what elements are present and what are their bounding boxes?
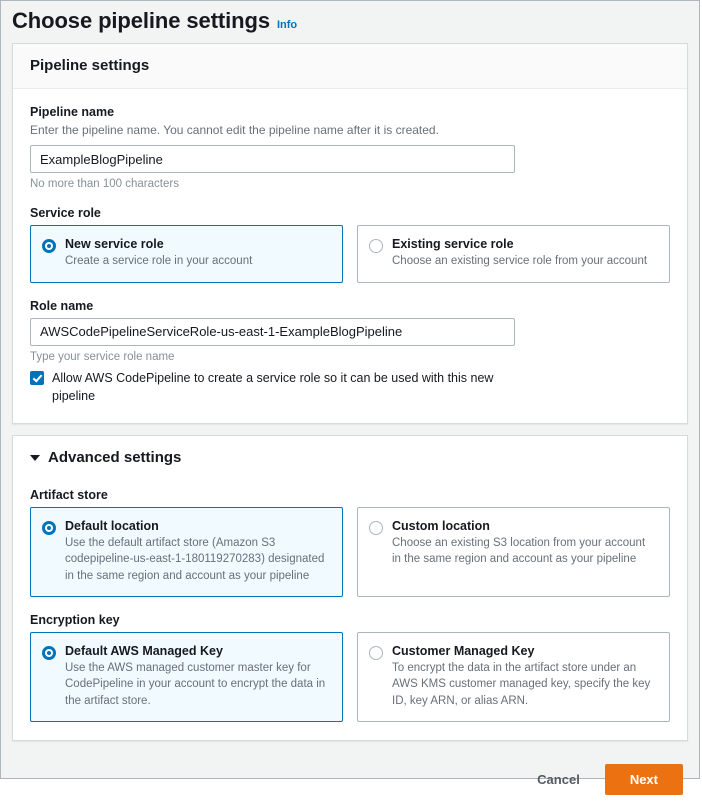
page-title: Choose pipeline settings <box>12 8 270 33</box>
advanced-settings-title: Advanced settings <box>48 448 182 466</box>
pipeline-settings-header <box>13 44 687 89</box>
checkbox-icon-allow-service-role[interactable] <box>30 371 44 385</box>
info-link[interactable]: Info <box>276 19 298 31</box>
page-header <box>1 1 699 43</box>
encryption-key-label: Encryption key <box>30 612 120 627</box>
advanced-settings-toggle[interactable] <box>13 436 687 480</box>
cancel-button[interactable]: Cancel <box>529 766 588 793</box>
service-role-existing-description: Choose an existing service role from your account <box>392 255 648 268</box>
radio-icon-default-managed-key[interactable] <box>42 646 56 660</box>
wizard-footer <box>1 752 699 809</box>
allow-service-role-checkbox-row[interactable] <box>30 369 670 405</box>
pipeline-name-hint: No more than 100 characters <box>30 178 179 191</box>
role-name-hint: Type your service role name <box>30 350 175 363</box>
radio-icon-custom-location[interactable] <box>369 521 383 535</box>
encryption-key-default-description: Use the AWS managed customer master key for CodePipeline in your account to encrypt the data in the artifact store. <box>65 661 326 707</box>
service-role-options <box>30 225 670 282</box>
encryption-key-customer-description: To encrypt the data in the artifact store under an AWS KMS customer managed key, specify the key ID, key ARN, or alias ARN. <box>392 661 651 707</box>
encryption-key-option-customer[interactable] <box>357 632 670 722</box>
pipeline-name-field-group <box>30 105 670 190</box>
artifact-store-options <box>30 507 670 597</box>
artifact-store-custom-title: Custom location <box>392 518 490 533</box>
artifact-store-custom-description: Choose an existing S3 location from your account in the same region and account as your pipeline <box>392 536 646 566</box>
chevron-down-icon[interactable] <box>30 455 40 461</box>
artifact-store-option-custom[interactable] <box>357 507 670 597</box>
service-role-option-new[interactable] <box>30 225 343 282</box>
artifact-store-label: Artifact store <box>30 487 108 502</box>
role-name-input[interactable] <box>30 318 515 346</box>
pipeline-settings-title: Pipeline settings <box>30 57 150 75</box>
encryption-key-option-default[interactable] <box>30 632 343 722</box>
service-role-existing-title: Existing service role <box>392 237 514 252</box>
encryption-key-default-title: Default AWS Managed Key <box>65 643 223 658</box>
pipeline-settings-body <box>13 89 687 423</box>
pipeline-settings-panel <box>12 43 688 424</box>
encryption-key-customer-title: Customer Managed Key <box>392 643 535 658</box>
radio-icon-new-service-role[interactable] <box>42 239 56 253</box>
advanced-settings-body <box>13 480 687 740</box>
pipeline-name-description: Enter the pipeline name. You cannot edit the pipeline name after it is created. <box>30 123 439 138</box>
radio-icon-default-location[interactable] <box>42 521 56 535</box>
allow-service-role-label: Allow AWS CodePipeline to create a service role so it can be used with this new pipeline <box>52 370 494 403</box>
service-role-label: Service role <box>30 206 101 221</box>
radio-icon-customer-managed-key[interactable] <box>369 646 383 660</box>
radio-icon-existing-service-role[interactable] <box>369 239 383 253</box>
next-button[interactable]: Next <box>605 764 683 795</box>
artifact-store-option-default[interactable] <box>30 507 343 597</box>
service-role-option-existing[interactable] <box>357 225 670 282</box>
service-role-new-description: Create a service role in your account <box>65 255 253 268</box>
service-role-new-title: New service role <box>65 237 164 252</box>
pipeline-name-input[interactable] <box>30 145 515 173</box>
role-name-label: Role name <box>30 298 94 313</box>
artifact-store-default-title: Default location <box>65 518 159 533</box>
encryption-key-options <box>30 632 670 722</box>
advanced-settings-panel <box>12 435 688 741</box>
pipeline-name-label: Pipeline name <box>30 105 115 120</box>
artifact-store-default-description: Use the default artifact store (Amazon S3 codepipeline-us-east-1-180119270283) designated in the same region and account as your pipeline <box>65 536 325 582</box>
